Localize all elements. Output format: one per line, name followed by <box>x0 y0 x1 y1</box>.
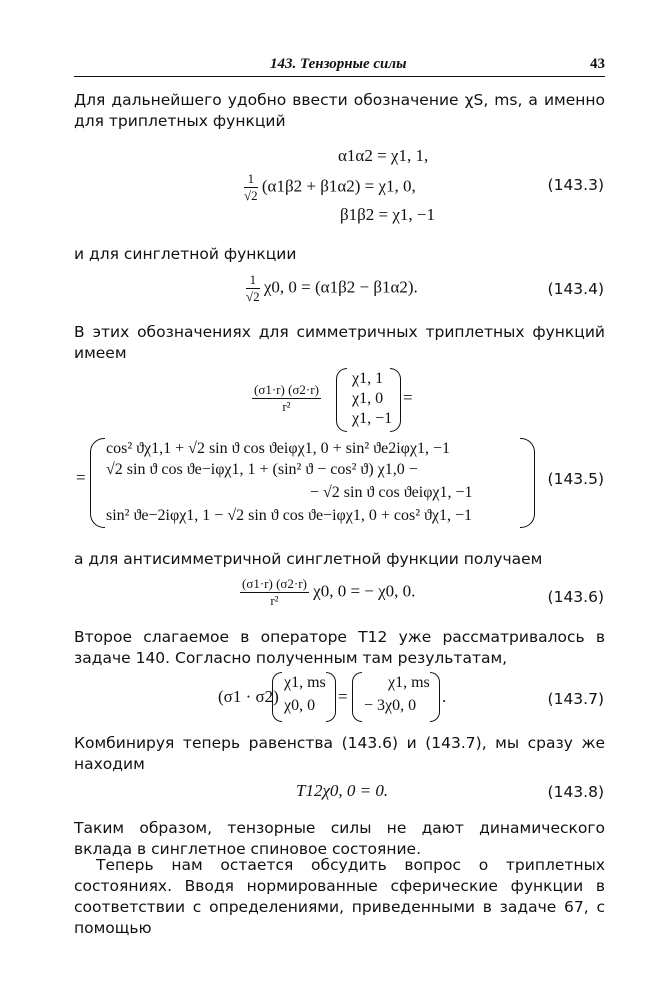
eq6-numerator: (σ1·r) (σ2·r) <box>242 576 307 591</box>
matrix-row-1: cos² ϑχ1,1 + √2 sin ϑ cos ϑeiφχ1, 0 + sin² ϑe2iφχ1, −1 <box>106 440 450 457</box>
eq7-left-paren-2 <box>352 672 362 722</box>
right-paren-vector <box>390 368 401 432</box>
equation-143-7-lhs: (σ1 · σ2) <box>218 687 279 706</box>
equation-143-3-line2 <box>244 171 416 204</box>
equation-143-8: T12χ0, 0 = 0. <box>296 781 389 800</box>
equation-number-143-5: (143.5) <box>547 470 604 488</box>
page-number: 43 <box>590 56 605 72</box>
lhs-numerator: (σ1·r) (σ2·r) <box>254 382 319 397</box>
paragraph-2: и для синглетной функции <box>74 245 297 263</box>
paragraph-6: Комбинируя теперь равенства (143.6) и (143.7), мы сразу же находим <box>74 734 605 773</box>
matrix-row-4: sin² ϑe−2iφχ1, 1 − √2 sin ϑ cos ϑe−iφχ1, 0 + cos² ϑχ1, −1 <box>106 507 473 524</box>
eq7-vec-l-row-2: χ0, 0 <box>284 697 316 714</box>
left-paren-matrix <box>90 438 105 528</box>
right-paren-matrix <box>520 438 535 528</box>
equation-number-143-4: (143.4) <box>547 280 604 298</box>
vector-row-3: χ1, −1 <box>352 410 393 427</box>
eq7-right-paren-2 <box>430 672 440 722</box>
matrix-row-3: − √2 sin ϑ cos ϑeiφχ1, −1 <box>310 484 473 501</box>
eq7-period: . <box>442 687 447 706</box>
lhs-denominator: r² <box>282 399 291 414</box>
eq7-vec-r-row-2: − 3χ0, 0 <box>364 697 417 714</box>
eq7-vec-l-row-1: χ1, ms <box>284 674 326 691</box>
equation-143-3-line1: α1α2 = χ1, 1, <box>338 146 429 165</box>
matrix-row-2: √2 sin ϑ cos ϑe−iφχ1, 1 + (sin² ϑ − cos² ϑ) χ1,0 − <box>106 461 418 478</box>
equation-143-4-body: χ0, 0 = (α1β2 − β1α2). <box>263 277 418 297</box>
lhs-fraction <box>252 382 321 415</box>
equation-143-6 <box>240 576 415 609</box>
fraction-one-over-root2: $\frac{1}{√2}$ <box>244 171 258 203</box>
equation-143-5-lhs <box>252 382 321 415</box>
running-header <box>74 54 605 77</box>
equation-143-3-line3: β1β2 = χ1, −1 <box>340 205 436 224</box>
eq6-denominator: r² <box>270 593 279 608</box>
equation-143-3-line2-body: (α1β2 + β1α2) = χ1, 0, <box>261 176 416 196</box>
paragraph-7: Таким образом, тензорные силы не дают динамического вклада в синглетное спиновое состояние. <box>74 819 605 858</box>
paragraph-4: а для антисимметричной синглетной функции получаем <box>74 550 543 568</box>
paragraph-8: Теперь нам остается обсудить вопрос о триплетных состояниях. Вводя нормированные сферические функции в соответствии с определениями, приведенными в задаче 67, с помощью <box>74 856 605 937</box>
eq7-vec-r-row-1: χ1, ms <box>388 674 430 691</box>
vector-row-1: χ1, 1 <box>352 370 384 387</box>
vector-row-2: χ1, 0 <box>352 390 384 407</box>
paragraph-5: Второе слагаемое в операторе T12 уже рассматривалось в задаче 140. Согласно полученным там результатам, <box>74 628 605 667</box>
eq7-equals: = <box>338 687 348 706</box>
equation-number-143-3: (143.3) <box>547 176 604 194</box>
equation-143-6-body: χ0, 0 = − χ0, 0. <box>313 581 416 601</box>
paragraph-3: В этих обозначениях для симметричных триплетных функций имеем <box>74 323 605 362</box>
equation-number-143-7: (143.7) <box>547 690 604 708</box>
eq6-fraction <box>240 576 309 609</box>
left-paren-vector <box>336 368 347 432</box>
equation-143-4 <box>246 272 418 305</box>
section-title: 143. Тензорные силы <box>270 56 407 72</box>
fraction-one-over-root2-b: $\frac{1}{√2}$ <box>246 272 260 304</box>
equation-number-143-8: (143.8) <box>547 783 604 801</box>
paragraph-1: Для дальнейшего удобно ввести обозначение χS, ms, а именно для триплетных функций <box>74 91 605 130</box>
eq7-left-paren-1 <box>272 672 282 722</box>
equals-sign-2: = <box>76 468 86 487</box>
equals-sign: = <box>403 388 413 407</box>
eq7-right-paren-1 <box>326 672 336 722</box>
equation-number-143-6: (143.6) <box>547 588 604 606</box>
